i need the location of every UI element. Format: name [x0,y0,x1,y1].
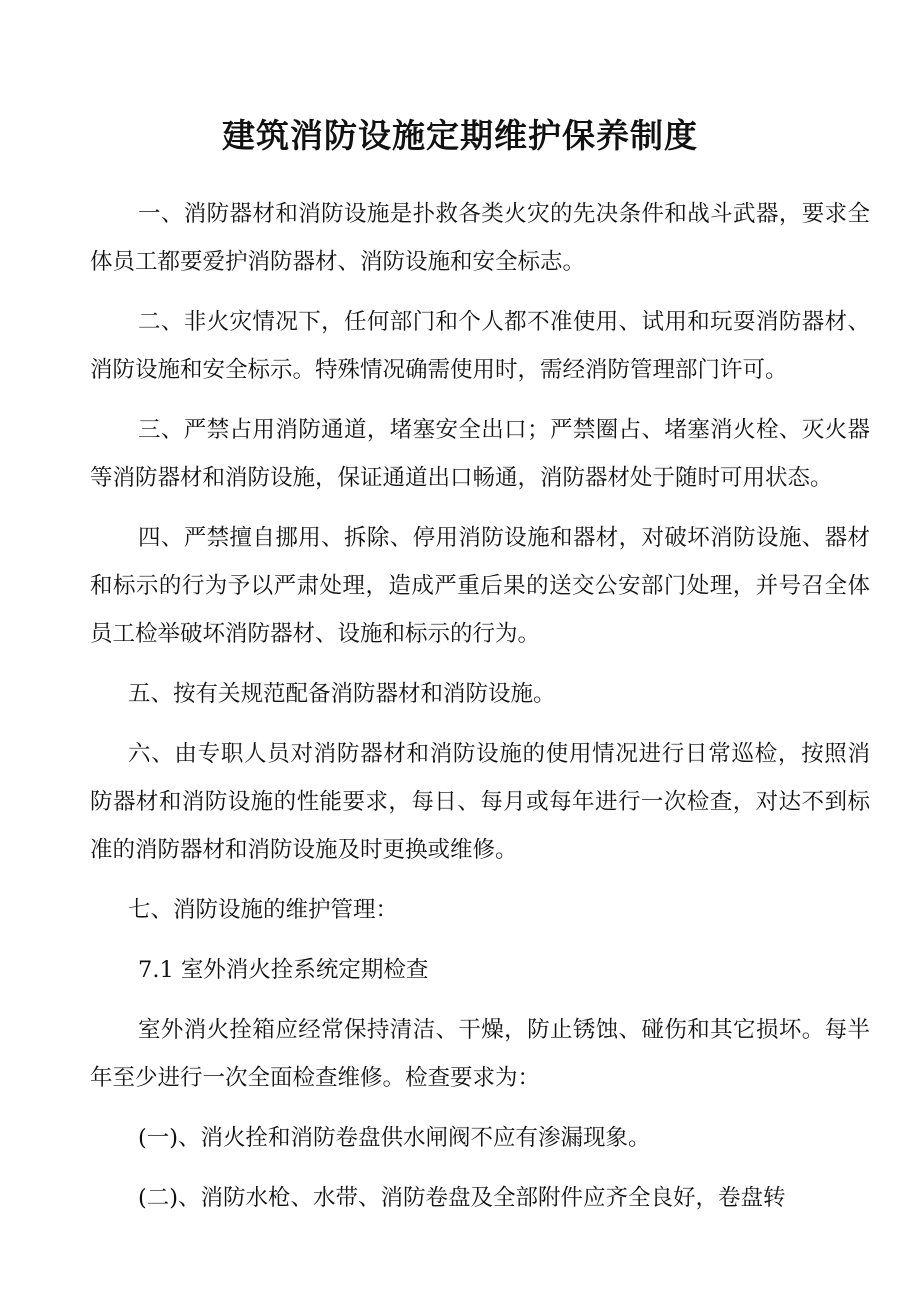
paragraph-1: 一、消防器材和消防设施是扑救各类火灾的先决条件和战斗武器，要求全体员工都要爱护消防器材、消防设施和安全标志。 [90,201,870,275]
paragraph-7: 七、消防设施的维护管理： [128,897,399,923]
list-item-1: (一)、消火拴和消防卷盘供水闸阀不应有渗漏现象。 [138,1125,651,1151]
paragraph-8: 室外消火拴箱应经常保持清洁、干燥，防止锈蚀、碰伤和其它损坏。每半年至少进行一次全面检查维修。检查要求为： [90,1017,870,1091]
paragraph-5: 五、按有关规范配备消防器材和消防设施。 [128,681,556,707]
paragraph-3: 三、严禁占用消防通道，堵塞安全出口；严禁圈占、堵塞消火栓、灭火器等消防器材和消防设施，保证通道出口畅通，消防器材处于随时可用状态。 [90,417,870,491]
paragraph-4: 四、严禁擅自挪用、拆除、停用消防设施和器材，对破坏消防设施、器材和标示的行为予以严肃处理，造成严重后果的送交公安部门处理，并号召全体员工检举破坏消防器材、设施和标示的行为。 [90,525,870,647]
paragraph-6: 六、由专职人员对消防器材和消防设施的使用情况进行日常巡检，按照消防器材和消防设施的性能要求，每日、每月或每年进行一次检查，对达不到标准的消防器材和消防设施及时更换或维修。 [90,741,870,863]
section-heading-7-1: 7.1 室外消火拴系统定期检查 [138,957,429,983]
list-item-2: (二)、消防水枪、水带、消防卷盘及全部附件应齐全良好，卷盘转 [138,1185,786,1211]
document-title: 建筑消防设施定期维护保养制度 [222,116,698,155]
document-body [90,190,870,1234]
paragraph-2: 二、非火灾情况下，任何部门和个人都不准使用、试用和玩耍消防器材、消防设施和安全标示。特殊情况确需使用时，需经消防管理部门许可。 [90,309,870,383]
